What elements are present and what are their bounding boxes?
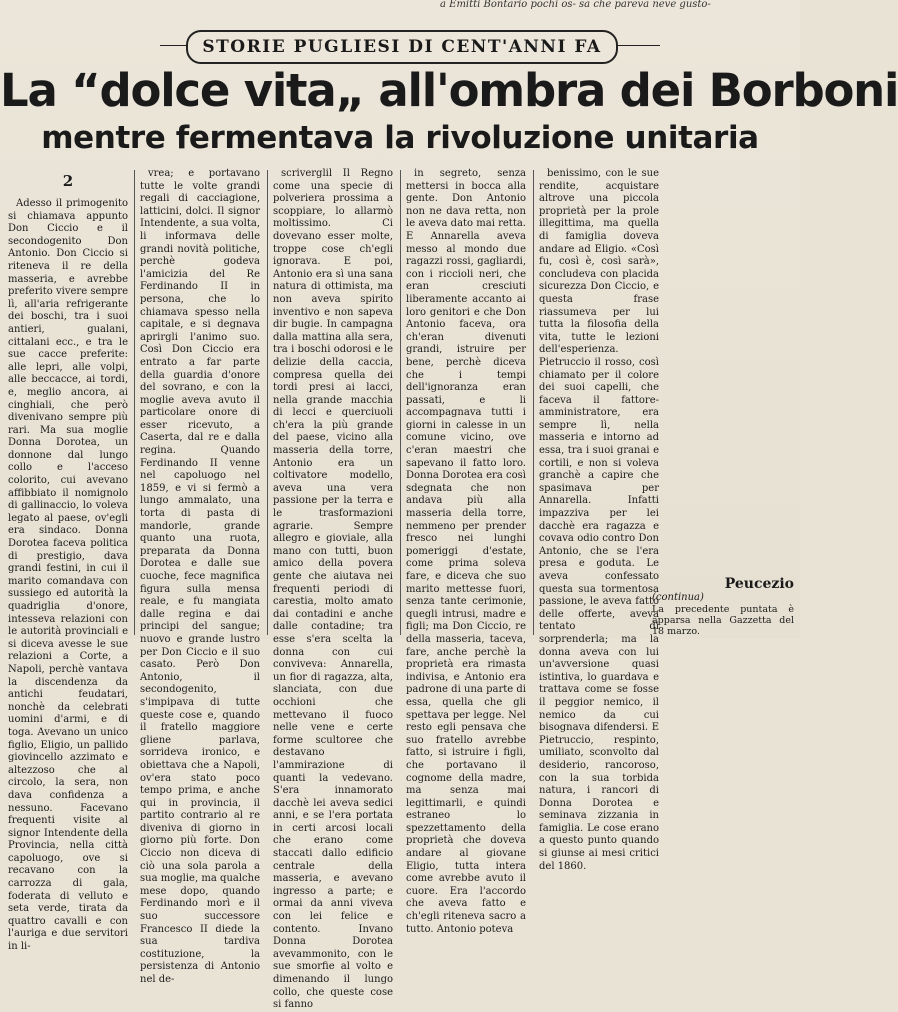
column-text: scriverglil Il Regno come una specie di polveriera prossima a scoppiare, lo allarmò moltissimo. Ci dovevano esser molte, troppe cose ch'egli ignorava. E poi, Antonio era sì una sana natura di ottimista, ma non aveva spirito inventivo e non sapeva dir bugie. In campagna dalla mattina alla sera, tra i boschi odorosi e le delizie della caccia, compresa quella dei tordi presi ai lacci, nella grande macchia di lecci e querciuoli ch'era la più grande del paese, vicino alla masseria della torre, Antonio era un coltivatore modello, aveva una vera passione per la terra e le trasformazioni agrarie. Sempre allegro e gioviale, alla mano con tutti, buon amico della povera gente che aiutava nei frequenti periodi di carestia, molto amato dai contadini e anche dalle contadine; tra esse s'era scelta la donna con cui conviveva: Annarella, un fior di ragazza, alta, slanciata, con due occhioni che mettevano il fuoco nelle vene e certe forme scultoree che destavano l'ammirazione di quanti la vedevano. S'era innamorato dacchè lei aveva sedici anni, e se l'era portata in certi arcosi locali che erano come staccati dallo edificio centrale della masseria, e avevano ingresso a parte; e ormai da anni viveva con lei felice e contento. Invano Donna Dorotea avevammonito, con le sue smorfie al volto e dimenando il lungo collo, che queste cose si fanno: [273, 168, 393, 1011]
column-text: vrea; e portavano tutte le volte grandi regali di cacciagione, latticini, dolci. Il signor Intendente, a sua volta, li informava delle grandi novità politiche, perchè godeva l'amicizia del Re Ferdinando II in persona, che lo chiamava spesso nella capitale, e si degnava aprirgli l'animo suo. Così Don Ciccio era entrato a far parte della guardia d'onore del sovrano, e con la moglie aveva avuto il particolare onore di esser ricevuto, a Caserta, dal re e dalla regina. Quando Ferdinando II venne nel capoluogo nel 1859, e vi si fermò a lungo ammalato, una torta di pasta di mandorle, grande quanto una ruota, preparata da Donna Dorotea e dalle sue cuoche, fece magnifica figura sulla mensa reale, e fu mangiata dalle regina e dai principi del sangue; nuovo e grande lustro per Don Ciccio e il suo casato. Però Don Antonio, il secondogenito, s'impipava di tutte queste cose e, quando il fratello maggiore gliene parlava, sorrideva ironico, e obiettava che a Napoli, ov'era stato poco tempo prima, e anche qui in provincia, il partito contrario al re diveniva di giorno in giorno più forte. Don Ciccio non diceva di ciò una sola parola a sua moglie, ma qualche mese dopo, quando Ferdinando morì e il suo successore Francesco II diede la sua tardiva costituzione, la persistenza di Antonio nel de-: [140, 168, 260, 985]
author-signature: Peucezio: [724, 576, 794, 592]
subheadline: mentre fermentava la rivoluzione unitaria: [41, 120, 759, 156]
article-column-4: [406, 168, 526, 935]
column-divider: [134, 170, 135, 635]
continued-note: (continua): [652, 592, 704, 603]
column-divider: [533, 170, 534, 635]
article-column-3: [273, 168, 393, 1011]
previous-article-strip: a Emitti Bontario pochi os- sa che pareva neve gusto-: [440, 0, 711, 10]
column-divider: [400, 170, 401, 635]
previous-installment-note: La precedente puntata è apparsa nella Gazzetta del 18 marzo.: [652, 604, 794, 637]
column-text: in segreto, senza mettersi in bocca alla gente. Don Antonio non ne dava retta, non le aveva dato mai retta. E Annarella aveva messo al mondo due ragazzi rossi, gagliardi, con i riccioli neri, che eran cresciuti liberamente accanto ai loro genitori e che Don Antonio faceva, ora ch'eran divenuti grandi, istruire per bene, perchè diceva che i tempi dell'ignoranza eran passati, e li accompagnava tutti i giorni in calesse in un comune vicino, ove c'eran maestri che sapevano il fatto loro. Donna Dorotea era così sdegnata che non andava più alla masseria della torre, nemmeno per prender fresco nei lunghi pomeriggi d'estate, come prima soleva fare, e diceva che suo marito mettesse fuori, senza tante cerimonie, quegli intrusi, madre e figli; ma Don Ciccio, re della masseria, taceva, fare, anche perchè la proprietà era rimasta indivisa, e Antonio era padrone di una parte di essa, quella che gli spettava per legge. Nel resto egli pensava che suo fratello avrebbe fatto, si istruire i figli, che portavano il cognome della madre, ma senza mai legittimarli, e quindi estraneo lo spezzettamento della proprietà che doveva andare al giovane Eligio, tutta intera come avrebbe avuto il cuore. Era l'accordo che aveva fatto e ch'egli riteneva sacro a tutto. Antonio poteva: [406, 168, 526, 935]
column-text: benissimo, con le sue rendite, acquistare altrove una piccola proprietà per la prole illegittima, ma quella di famiglia doveva andare ad Eligio. «Così fu, così è, così sarà», concludeva con placida sicurezza Don Ciccio, e questa frase riassumeva per lui tutta la filosofia della vita, tutte le lezioni dell'esperienza. Pietruccio il rosso, così chiamato per il colore dei suoi capelli, che faceva il fattore-amministratore, era sempre lì, nella masseria e intorno ad essa, tra i suoi granai e cortili, e non si voleva granchè a capire che spasimava per Annarella. Infatti impazziva per lei dacchè era ragazza e covava odio contro Don Antonio, che se l'era presa e goduta. Le aveva confessato questa sua tormentosa passione, le aveva fatto delle offerte, aveva tentato di sorprenderla; ma la donna aveva con lui un'avversione quasi istintiva, lo guardava e trattava come se fosse il peggior nemico, il nemico da cui bisognava difendersi. E Pietruccio, respinto, umiliato, sconvolto dal desiderio, rancoroso, con la sua torbida natura, i rancori di Donna Dorotea e seminava zizzania in famiglia. Le cose erano a questo punto quando si giunse ai mesi critici del 1860.: [539, 168, 659, 872]
article-column-5: [539, 168, 659, 872]
column-divider: [267, 170, 268, 635]
article-column-2: [140, 168, 260, 985]
section-number: 2: [62, 172, 74, 190]
column-text: Adesso il primogenito si chiamava appunto Don Ciccio e il secondogenito Don Antonio. Don Ciccio si riteneva il re della masseria, e avrebbe preferito vivere sempre lì, all'aria refrigerante dei boschi, tra i suoi antieri, gualani, cittalani ecc., e tra le sue cacce preferite: alle lepri, alle volpi, alle beccacce, ai tordi, e, meglio ancora, ai cinghiali, che però divenivano sempre più rari. Ma sua moglie Donna Dorotea, un donnone dal lungo collo e l'acceso colorito, cui avevano affibbiato il nomignolo di gallinaccio, lo voleva legato al paese, ov'egli era sindaco. Donna Dorotea faceva politica di prestigio, dava grandi festini, in cui il marito comandava con sussiego ed autorità la quadriglia d'onore, intesseva relazioni con le autorità provinciali e si diceva avesse le sue relazioni a Corte, a Napoli, perchè vantava la discendenza da antichi feudatari, nonchè da celebrati uomini d'armi, e di toga. Avevano un unico figlio, Eligio, un pallido giovincello azzimato e altezzoso che al circolo, la sera, non dava confidenza a nessuno. Facevano frequenti visite al signor Intendente della Provincia, nella città capoluogo, ove si recavano con la carrozza di gala, foderata di velluto e seta verde, tirata da quattro cavalli e con l'auriga e due servitori in li-: [8, 198, 128, 953]
headline: La “dolce vita„ all'ombra dei Borboni: [0, 64, 898, 117]
article-column-1: [8, 168, 128, 953]
kicker-banner: STORIE PUGLIESI DI CENT'ANNI FA: [186, 30, 618, 64]
